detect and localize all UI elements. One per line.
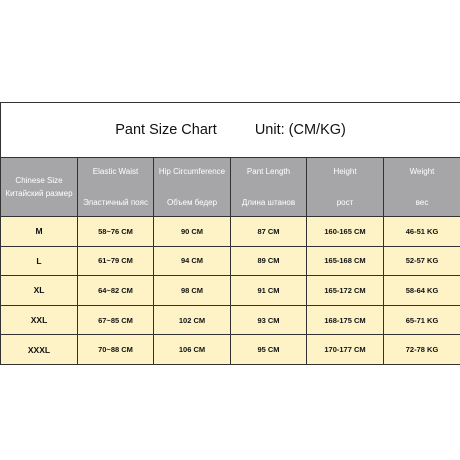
waist-cell: 67~85 CM: [78, 305, 154, 335]
size-cell: XXL: [1, 305, 78, 335]
table-row: [1, 246, 460, 276]
header-label-ru: Длина штанов: [241, 198, 296, 207]
weight-cell: 58-64 KG: [384, 276, 460, 306]
header-label-en: Pant Length: [246, 167, 291, 176]
size-cell: L: [1, 246, 78, 276]
header-label-ru: вес: [415, 198, 429, 207]
table-row: [1, 335, 460, 365]
weight-cell: 65-71 KG: [384, 305, 460, 335]
waist-cell: 70~88 CM: [78, 335, 154, 365]
weight-cell: 72-78 KG: [384, 335, 460, 365]
hip-cell: 94 CM: [154, 246, 231, 276]
chart-unit: Unit: (CM/KG): [254, 122, 346, 138]
waist-cell: 61~79 CM: [78, 246, 154, 276]
header-label-en: Weight: [409, 167, 435, 176]
length-cell: 93 CM: [231, 305, 307, 335]
chart-title: Pant Size Chart: [115, 122, 217, 138]
header-label-ru: Объем бедер: [166, 198, 218, 207]
hip-cell: 106 CM: [154, 335, 231, 365]
waist-cell: 64~82 CM: [78, 276, 154, 306]
length-cell: 89 CM: [231, 246, 307, 276]
weight-cell: 52-57 KG: [384, 246, 460, 276]
size-cell: XXXL: [1, 335, 78, 365]
header-label-en: Hip Circumference: [158, 167, 226, 176]
size-cell: M: [1, 217, 78, 247]
header-label-en: Height: [333, 167, 357, 176]
header-elastic-waist: [78, 158, 154, 217]
header-label-ru: рост: [336, 198, 354, 207]
size-cell: XL: [1, 276, 78, 306]
hip-cell: 90 CM: [154, 217, 231, 247]
size-chart-table: [0, 102, 460, 365]
length-cell: 87 CM: [231, 217, 307, 247]
header-hip-circumference: [154, 158, 231, 217]
header-label-en: Chinese Size: [15, 176, 63, 185]
header-label-ru: Китайский размер: [5, 189, 73, 198]
header-pant-length: [231, 158, 307, 217]
header-row: [1, 158, 460, 217]
header-weight: [384, 158, 460, 217]
height-cell: 170-177 CM: [307, 335, 384, 365]
length-cell: 95 CM: [231, 335, 307, 365]
table-row: [1, 276, 460, 306]
table-row: [1, 217, 460, 247]
waist-cell: 58~76 CM: [78, 217, 154, 247]
hip-cell: 98 CM: [154, 276, 231, 306]
height-cell: 168-175 CM: [307, 305, 384, 335]
height-cell: 165-172 CM: [307, 276, 384, 306]
height-cell: 160-165 CM: [307, 217, 384, 247]
height-cell: 165-168 CM: [307, 246, 384, 276]
header-label-ru: Эластичный пояс: [83, 198, 148, 207]
table-row: [1, 305, 460, 335]
header-label-en: Elastic Waist: [92, 167, 139, 176]
weight-cell: 46-51 KG: [384, 217, 460, 247]
length-cell: 91 CM: [231, 276, 307, 306]
hip-cell: 102 CM: [154, 305, 231, 335]
header-height: [307, 158, 384, 217]
header-chinese-size: [1, 158, 78, 217]
chart-title-cell: [1, 103, 460, 158]
